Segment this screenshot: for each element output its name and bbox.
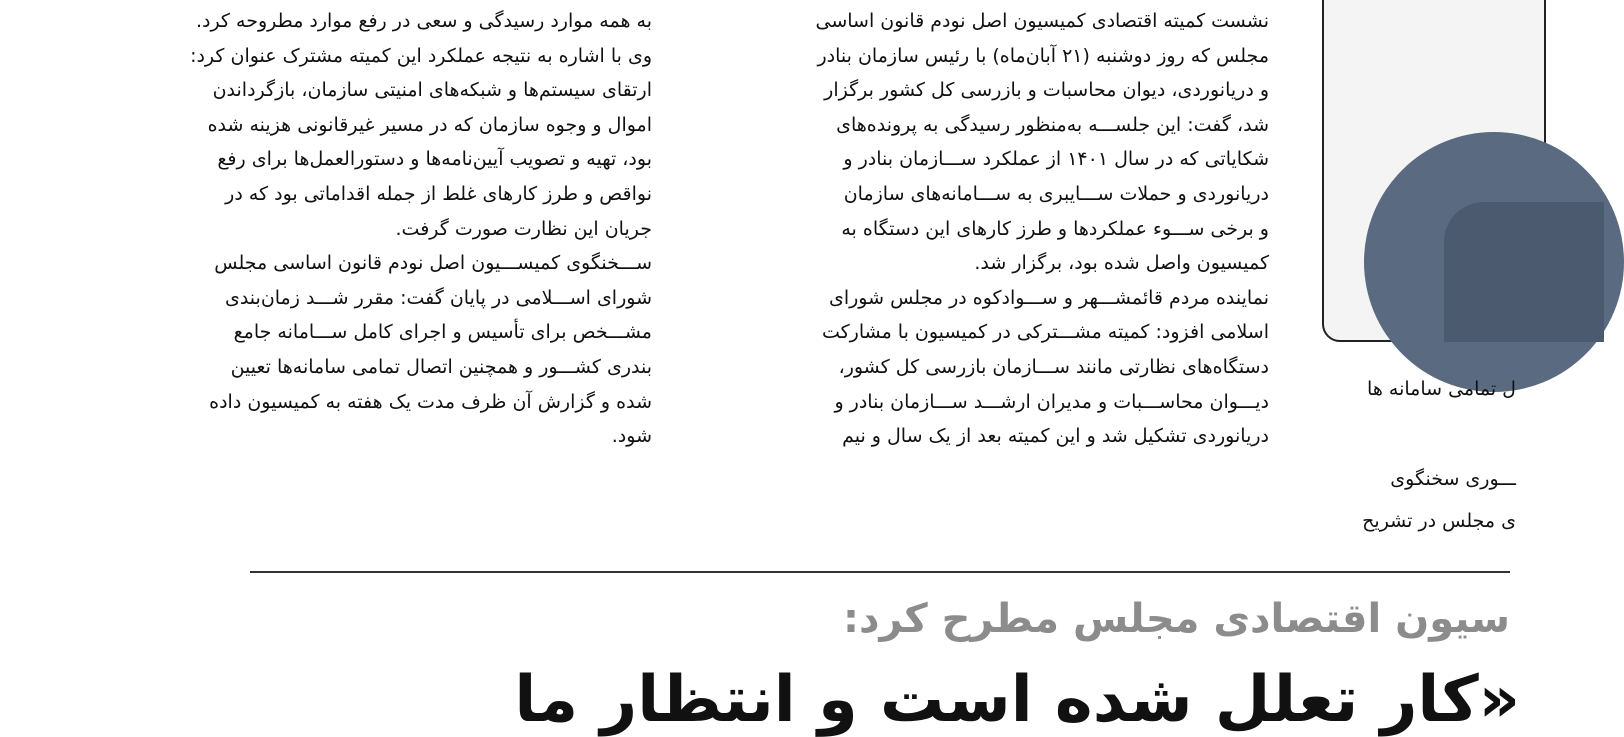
text-line: کمیسیون واصل شده بود، برگزار شد. xyxy=(974,252,1269,275)
text-column-middle xyxy=(697,4,1269,454)
right-column-line: ل تمامی سامانه ها xyxy=(1367,378,1516,400)
text-line: به همه موارد رسیدگی و سعی در رفع موارد مطروحه کرد. xyxy=(195,10,652,32)
headline: «کار تعلل شده است و انتظار ما xyxy=(514,663,1520,737)
text-line: نماینده مردم قائمشـــهر و ســـوادکوه در مجلس شورای xyxy=(828,286,1269,309)
text-line: ارتقای سیستم‌ها و شبکه‌های امنیتی سازمان، بازگرداندن xyxy=(212,79,652,102)
text-line: اموال و وجوه سازمان که در مسیر غیرقانونی هزینه شده xyxy=(207,113,652,136)
text-line: شورای اســـلامی در پایان گفت: مقرر شـــد زمان‌بندی xyxy=(224,286,652,309)
text-line: شکایاتی که در سال ۱۴۰۱ از عملکرد ســـازمان بنادر و xyxy=(843,148,1269,171)
text-line: نواقص و طرز کارهای غلط از جمله اقداماتی بود که در xyxy=(225,182,652,205)
text-line: شده و گزارش آن ظرف مدت یک هفته به کمیسیون داده xyxy=(209,390,652,413)
text-line: دیـــوان محاســـبات و مدیران ارشـــد ســـازمان بنادر و xyxy=(834,390,1269,413)
right-column-line: ـــوری سخنگوی xyxy=(1390,468,1516,490)
text-line: شود. xyxy=(611,425,652,448)
text-line: ســـخنگوی کمیســـیون اصل نودم قانون اساسی مجلس xyxy=(214,252,652,275)
text-line: اسلامی افزود: کمیته مشـــترکی در کمیسیون با مشارکت xyxy=(821,321,1269,344)
text-line: جریان این نظارت صورت گرفت. xyxy=(395,217,652,240)
headline-kicker: سیون اقتصادی مجلس مطرح کرد: xyxy=(842,596,1510,642)
text-line: وی با اشاره به نتیجه عملکرد این کمیته مشترک عنوان کرد: xyxy=(190,44,652,67)
photo-figure-shoulder xyxy=(1444,202,1604,342)
text-line: نشست کمیته اقتصادی کمیسیون اصل نودم قانون اساسی xyxy=(815,10,1269,32)
right-column-line: ی مجلس در تشریح xyxy=(1362,510,1516,532)
text-line: دریانوردی و حملات ســـایبری به ســـامانه‌های سازمان xyxy=(843,182,1269,205)
text-line: دریانوردی تشکیل شد و این کمیته بعد از یک سال و نیم xyxy=(842,425,1269,448)
text-line: و دریانوردی، دیوان محاسبات و بازرسی کل کشور برگزار xyxy=(824,79,1269,102)
text-line: دستگاه‌های نظارتی مانند ســـازمان بازرسی کل کشور، xyxy=(838,355,1269,378)
text-line: بندری کشـــور و همچنین اتصال تمامی سامانه‌ها تعیین xyxy=(230,355,652,378)
text-column-left xyxy=(78,4,652,454)
text-line: و برخی ســـوء عملکردها و طرز کارهای این دستگاه به xyxy=(841,217,1269,240)
text-line: شد، گفت: این جلســـه به‌منظور رسیدگی به پرونده‌های xyxy=(836,113,1269,136)
text-line: مجلس که روز دوشنبه (۲۱ آبان‌ماه) با رئیس سازمان بنادر xyxy=(817,44,1269,67)
article-photo xyxy=(1322,0,1546,342)
text-line: مشـــخص برای تأسیس و اجرای کامل ســـامانه جامع xyxy=(233,321,652,344)
section-divider xyxy=(250,571,1510,573)
text-line: بود، تهیه و تصویب آیین‌نامه‌ها و دستورالعمل‌ها برای رفع xyxy=(217,148,652,171)
